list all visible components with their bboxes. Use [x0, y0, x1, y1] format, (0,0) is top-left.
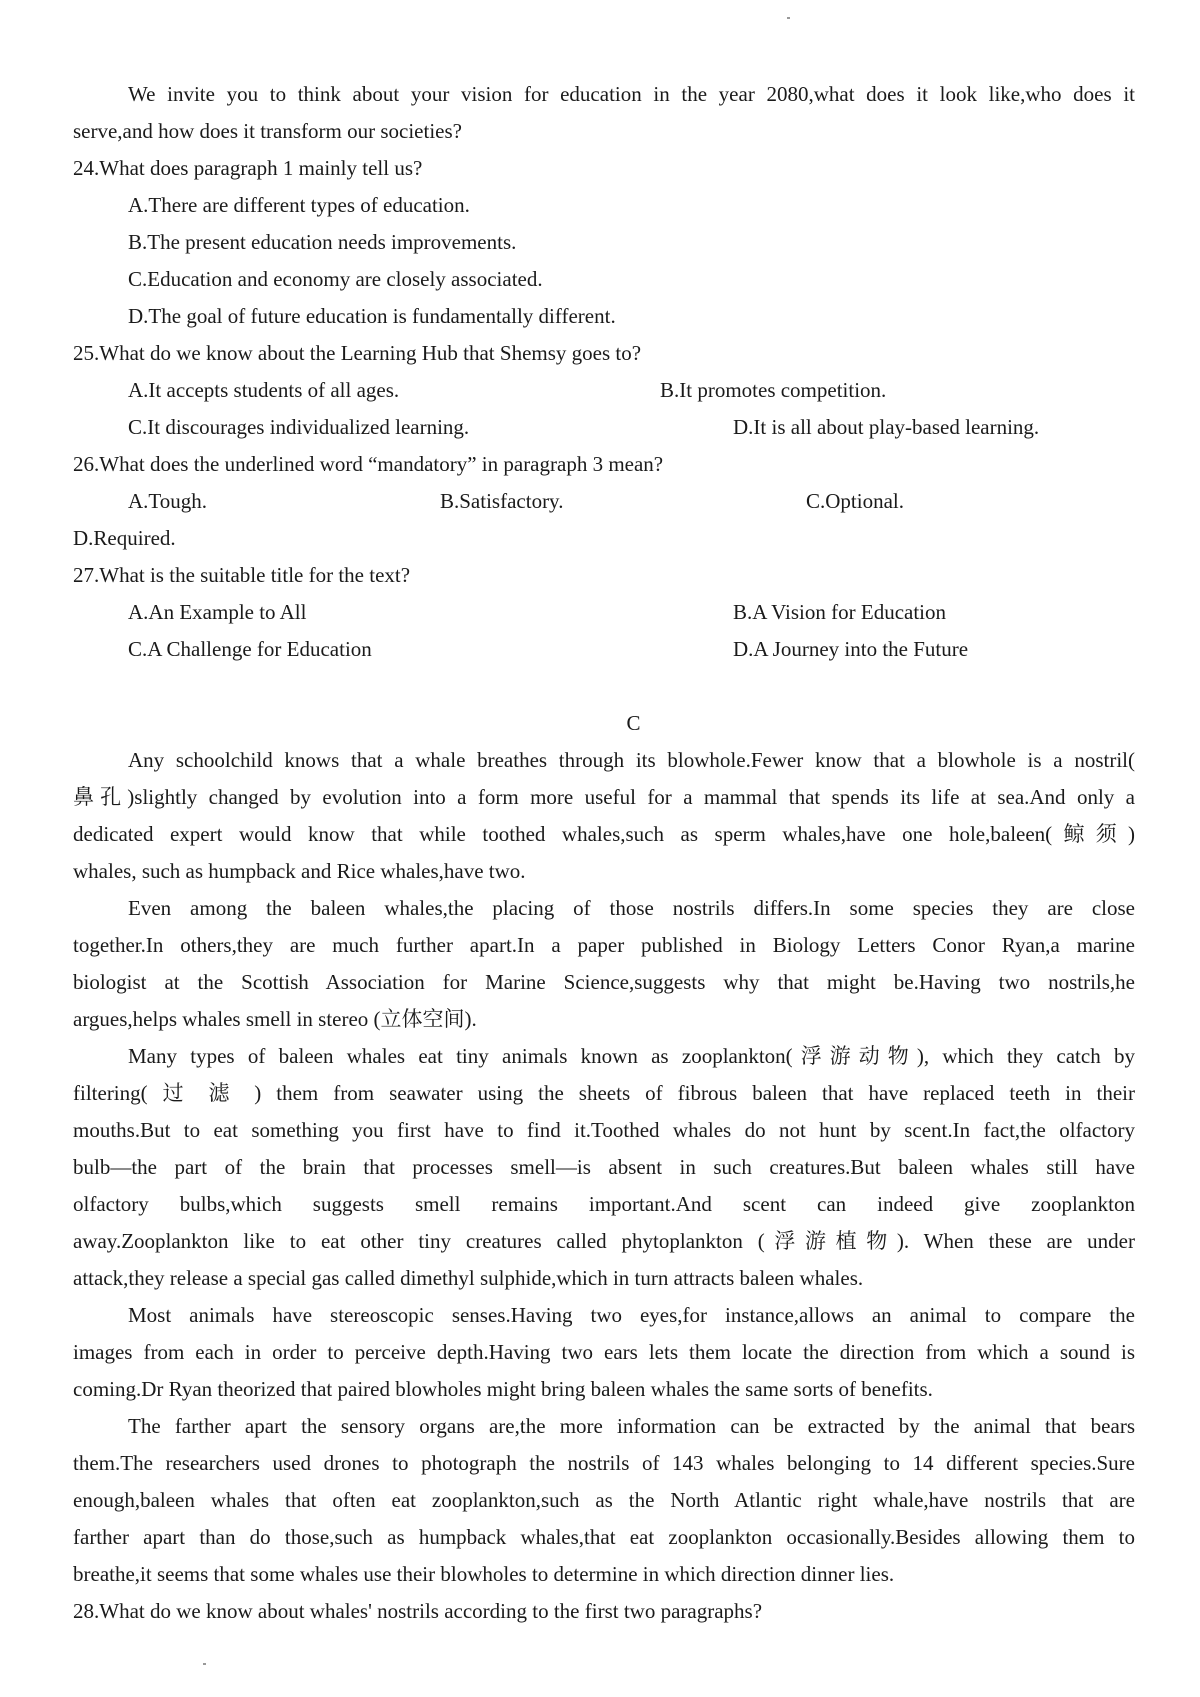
- question-27-option-a: A.An Example to All: [128, 600, 307, 624]
- question-25-option-b: B.It promotes competition.: [660, 378, 887, 402]
- question-24-option-a: A.There are different types of education.: [128, 193, 470, 217]
- question-25-stem: 25.What do we know about the Learning Hub that Shemsy goes to?: [73, 341, 642, 365]
- paragraph-line: Many types of baleen whales eat tiny animals known as zooplankton(浮游动物), which they catch by: [128, 1044, 1135, 1068]
- paragraph-line: argues,helps whales smell in stereo (立体空间).: [73, 1007, 477, 1031]
- paragraph-line: olfactory bulbs,which suggests smell remains important.And scent can indeed give zooplankton: [73, 1192, 1135, 1216]
- question-25-option-d: D.It is all about play-based learning.: [733, 415, 1040, 439]
- paragraph-line: farther apart than do those,such as humpback whales,that eat zooplankton occasionally.Besides allowing them to: [73, 1525, 1135, 1549]
- paragraph-line: Any schoolchild knows that a whale breathes through its blowhole.Fewer know that a blowhole is a nostril(: [128, 748, 1135, 772]
- paragraph-line: images from each in order to perceive depth.Having two ears lets them locate the direction from which a sound is: [73, 1340, 1135, 1364]
- question-26-option-a: A.Tough.: [128, 489, 208, 513]
- question-26-option-d: D.Required.: [73, 526, 176, 550]
- paragraph-line: bulb—the part of the brain that processes smell—is absent in such creatures.But baleen whales still have: [73, 1155, 1135, 1179]
- paragraph-line: mouths.But to eat something you first have to find it.Toothed whales do not hunt by scent.In fact,the olfactory: [73, 1118, 1135, 1142]
- question-27-option-c: C.A Challenge for Education: [128, 637, 372, 661]
- paragraph-line: 鼻孔)slightly changed by evolution into a form more useful for a mammal that spends its life at sea.And only a: [73, 785, 1135, 809]
- paragraph-line: dedicated expert would know that while toothed whales,such as sperm whales,have one hole,baleen(鲸须): [73, 822, 1135, 846]
- question-27-option-d: D.A Journey into the Future: [733, 637, 969, 661]
- paragraph-line: filtering( 过 滤 ) them from seawater using the sheets of fibrous baleen that have replaced teeth in their: [73, 1081, 1135, 1105]
- paragraph-line: together.In others,they are much further apart.In a paper published in Biology Letters Conor Ryan,a marine: [73, 933, 1135, 957]
- paragraph-line: them.The researchers used drones to photograph the nostrils of 143 whales belonging to 14 different species.Sure: [73, 1451, 1135, 1475]
- intro-line: We invite you to think about your vision for education in the year 2080,what does it look like,who does it: [128, 82, 1135, 106]
- bottom-scan-mark: [203, 1663, 206, 1665]
- section-heading: C: [626, 711, 641, 735]
- question-26-stem: 26.What does the underlined word “mandatory” in paragraph 3 mean?: [73, 452, 664, 476]
- question-24-option-c: C.Education and economy are closely associated.: [128, 267, 543, 291]
- paragraph-line: Even among the baleen whales,the placing of those nostrils differs.In some species they are close: [128, 896, 1135, 920]
- paragraph-line: coming.Dr Ryan theorized that paired blowholes might bring baleen whales the same sorts of benefits.: [73, 1377, 933, 1401]
- paragraph-line: attack,they release a special gas called dimethyl sulphide,which in turn attracts baleen whales.: [73, 1266, 864, 1290]
- paragraph-line: whales, such as humpback and Rice whales,have two.: [73, 859, 526, 883]
- question-28-stem: 28.What do we know about whales' nostrils according to the first two paragraphs?: [73, 1599, 763, 1623]
- paragraph-line: The farther apart the sensory organs are,the more information can be extracted by the animal that bears: [128, 1414, 1135, 1438]
- intro-line: serve,and how does it transform our societies?: [73, 119, 462, 143]
- paragraph-line: Most animals have stereoscopic senses.Having two eyes,for instance,allows an animal to compare the: [128, 1303, 1135, 1327]
- paragraph-line: enough,baleen whales that often eat zooplankton,such as the North Atlantic right whale,have nostrils that are: [73, 1488, 1135, 1512]
- question-24-option-d: D.The goal of future education is fundamentally different.: [128, 304, 616, 328]
- question-26-option-c: C.Optional.: [806, 489, 904, 513]
- question-25-option-a: A.It accepts students of all ages.: [128, 378, 400, 402]
- question-24-option-b: B.The present education needs improvements.: [128, 230, 517, 254]
- paragraph-line: biologist at the Scottish Association for Marine Science,suggests why that might be.Having two nostrils,he: [73, 970, 1135, 994]
- question-24-stem: 24.What does paragraph 1 mainly tell us?: [73, 156, 423, 180]
- question-26-option-b: B.Satisfactory.: [440, 489, 564, 513]
- top-scan-mark: [787, 17, 790, 19]
- paragraph-line: breathe,it seems that some whales use their blowholes to determine in which direction dinner lies.: [73, 1562, 895, 1586]
- question-27-stem: 27.What is the suitable title for the text?: [73, 563, 411, 587]
- paragraph-line: away.Zooplankton like to eat other tiny creatures called phytoplankton (浮游植物). When these are under: [73, 1229, 1135, 1253]
- question-25-option-c: C.It discourages individualized learning.: [128, 415, 470, 439]
- question-27-option-b: B.A Vision for Education: [733, 600, 947, 624]
